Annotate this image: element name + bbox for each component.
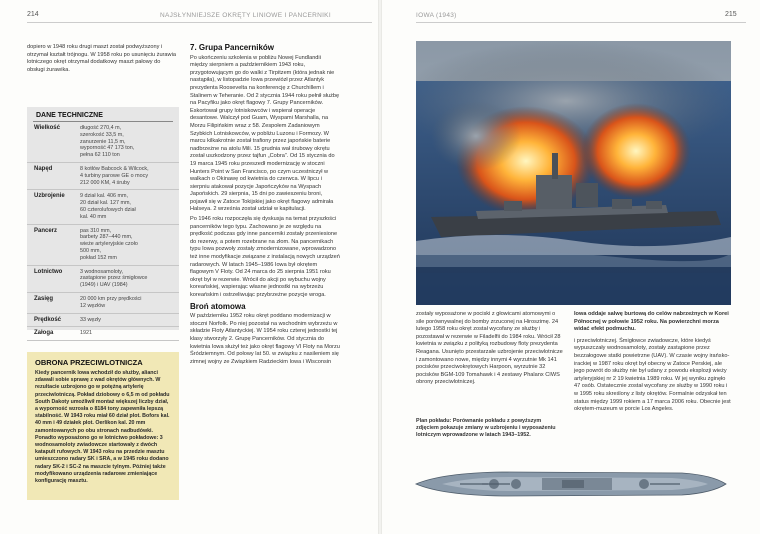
page-number: 214 [27, 11, 39, 18]
air-defense-title: OBRONA PRZECIWLOTNICZA [35, 358, 143, 367]
section-text-atomic: W październiku 1952 roku okręt poddano modernizacji w stoczni Norfolk. Po niej pozostał na wschodnim wybrzeżu w składzie Floty Atlantyckiej. W 1954 roku czterej jednostki tej klasy stworzyły 2. Grupę Pancerników. Od stycznia do kwietnia Iowa służył też jako okręt flagowy VI Floty na Morzu Śródziemnym. Od połowy lat 50. w związku z nasileniem się zimnej wojny ze Związkiem Radzieckim Iowa i Wisconsin [190, 313, 340, 365]
tech-data-box [27, 107, 179, 337]
tech-row-label: Lotnictwo [34, 268, 63, 275]
tech-row-value: 33 węzły [80, 316, 101, 323]
tech-row [27, 266, 179, 293]
battleship-photo-illustration [416, 41, 731, 305]
tech-row-label: Pancerz [34, 227, 58, 234]
tech-row-value: 1921 [80, 330, 92, 337]
right-column-1 [416, 311, 564, 389]
tech-row [27, 225, 179, 266]
tech-row-label: Wielkość [34, 125, 60, 131]
tech-row [27, 190, 179, 224]
deck-plan-illustration [412, 467, 730, 501]
tech-box-title: DANE TECHNICZNE [36, 112, 103, 119]
section-title-atomic: Broń atomowa [190, 301, 246, 311]
section-text-2: Po 1946 roku rozpoczęła się dyskusja na temat przyszłości pancerników tego typu. Zachowano je ze względu na prędkość podczas gdy inne pancerniki zostały przeniesione do rezerwy, a potem rozebrane na złom. Na pancernikach typu Iowa pozwoły zostały zmodernizowane, wprowadzono też inne modyfikacje związane z instalacją nowych urządzeń radarowych. W latach 1945–1986 Iowa był okrętem flagowym V Floty. Od 24 marca do 25 sierpnia 1951 roku okręt był w rezerwie. Wrócił do akcji po wybuchu wojny koreańskiej, wspierając własne jednostki na wybrzeżu koreańskim i ostrzeliwując przybrzeżne pozycje wroga. [190, 216, 340, 298]
running-head: NAJSŁYNNIEJSZE OKRĘTY LINIOWE I PANCERNIKI [160, 12, 331, 19]
section-title: 7. Grupa Pancerników [190, 43, 275, 52]
plan-caption: Plan pokładu: Porównanie pokładu z powyższym zdjęciem pokazuje zmiany w uzbrojeniu i wyposażeniu lotniczym wprowadzone w latach 1943–1952. [416, 418, 556, 438]
tech-row-value: 20 000 km przy prędkości 12 węzłów [80, 295, 142, 309]
tech-row-value: 9 dział kal. 406 mm, 20 dział kal. 127 mm, 60 czterolufowych dział kal. 40 mm [80, 193, 136, 220]
running-head: IOWA (1943) [416, 12, 457, 19]
air-defense-body: Kiedy pancernik Iowa wchodził do służby, alianci zdawali sobie sprawę z wad okrętów głównych. W rezultacie uzbrojono go w potężną artylerię przeciwlotniczą. Pokład dziobowy o 6,5 m od pokładu South Dakoty umożliwił montaż większej liczby dział, a wyporność wzrosła o 8184 tony zapewniła lepszą stabilność. W 1943 roku miał 60 dział plot. Bofors kal. 40 mm i 49 działek plot. Oerlikon kal. 20 mm zamontowanych po obu stronach nadbudówki. Ponadto wyposażono go w lotnictwo pokładowe: 3 wodnosamoloty zwiadowcze startowały z dwóch katapult rufowych. W 1943 roku na przedzie masztu umieszczono radary SK i SRA, a w 1945 roku dodano radary SK-2 i SC-2 na maszcie tylnym. Później także modyfikowano urządzenia radarowe zmieniające konfigurację masztu. [35, 370, 170, 485]
tech-row-value: długość 270,4 m, szerokość 33,5 m, zanurzenie 11,5 m, wyporność 47 173 ton, pełna 62 110 ton [80, 125, 135, 159]
air-defense-box [27, 352, 179, 500]
tech-row [27, 327, 179, 341]
photo-caption: Iowa oddaje salwę burtową do celów nabrzeżnych w Korei Północnej w połowie 1952 roku. Na powierzchni morza widać efekt podmuchu. [574, 311, 729, 333]
tech-row [27, 122, 179, 163]
right-col-1-text: zostały wyposażone w pociski z głowicami atomowymi o sile porównywalnej do bomby zrzuconej na Hiroszimę. 24 lutego 1958 roku okręt został wycofany ze służby i pozostawał w rezerwie w Filadelfii do 1984 roku. Wrócił 28 kwietnia w związku z polityką rozbudowy floty prezydenta Reagana. Usunięto przestarzałe uzbrojenie przeciwlotnicze i zamontowano nowe, między innymi 4 wyrzutnie Mk 141 pocisków przeciwokrętowych Harpoon, wyrzutnie 32 pocisków BGM-109 Tomahawk i 4 zestawy Phalanx CIWS obrony przeciwlotniczej. [416, 311, 563, 386]
tech-row-label: Napęd [34, 165, 53, 172]
tech-row-value: 3 wodnosamoloty, zastąpione przez śmigłowce (1949) i UAV (1984) [80, 268, 148, 289]
battleship-firing-photo [416, 41, 731, 305]
deck-plan-drawing [412, 467, 730, 501]
header-rule [27, 22, 372, 23]
tech-row-label: Prędkość [34, 316, 62, 323]
right-col-2-text: i przeciwlotniczej. Śmigłowce zwiadowcze, które kiedyś wypuszczały wodnosamoloty, zostały zastąpione przez bezzałogowe statki powietrzne (UAV). W czasie wojny irańsko-irackiej w 1987 roku okręt był obecny w Zatoce Perskiej, ale jego powrót do służby nie był udany z powodu eksplozji wieży artyleryjskiej nr 2 19 kwietnia 1989 roku. W jej wyniku zginęło 47 osób. Ostatecznie został wycofany ze służby w 1990 roku i w 1995 roku skreślony z listy okrętów. Formalnie odzyskał ten status między 1999 rokiem a 17 marca 2006 roku. Obecnie jest okrętem-muzeum w porcie Los Angeles. [574, 337, 731, 413]
tech-row-label: Zasięg [34, 295, 54, 302]
left-column-2 [190, 44, 340, 368]
intro-text: dopiero w 1948 roku drugi maszt został podwyższony i otrzymał kształt trójnogu. W 1958 roku po usunięciu żurawia lotniczego okręt otrzymał dodatkowy maszt pałowy do obsługi żurawika. [27, 44, 176, 73]
section-text: Po ukończeniu szkolenia w pobliżu Nowej Fundlandii między sierpniem a październikiem 1943 roku, przygotowującym go do walki z Tirpitzem (która jednak nie nastąpiła), w listopadzie Iowa przewiózł przez Atlantyk prezydenta Roosevelta na konferencję z Churchillem i Stalinem w Teheranie. Od 2 stycznia 1944 roku pełnił służbę na Pacyfiku jako okręt flagowy 7. Grupy Pancerników. Eskortował grupy lotniskowców i wspierał operacje desantowe. Walczył pod Guam, Wyspami Marshalla, na Morzu Filipińskim wraz z 58. Zespołem Zadaniowym Szybkich Lotniskowców, w pobliżu Luzonu i Formozy. W marcu kilkakrotnie został trafiony przez japońskie baterie nadbrzeżne na atolu Mili. 15 grudnia wał śrubowy okrętu został uszkodzony przez tajfun „Cobra”. Od 15 stycznia do 19 marca 1945 roku przeszedł modernizację w stoczni Hunters Point w San Francisco, po czym uczestniczył w walkach o Okinawę od kwietnia do czerwca. W lipcu i sierpniu atakował pozycje Japończyków na Wyspach Japońskich. 29 sierpnia, 15 dni po zawieszeniu broni, pojawił się w Zatoce Tokijskiej jako okręt flagowy admirała Halseya. 2 września został udział w kapitulacji. [190, 54, 340, 213]
tech-rows [27, 122, 179, 341]
header-rule [416, 22, 746, 23]
tech-row-label: Załoga [34, 330, 54, 337]
page-number: 215 [725, 11, 737, 18]
tech-row-label: Uzbrojenie [34, 193, 65, 200]
tech-row [27, 293, 179, 314]
right-column-2 [574, 311, 732, 416]
tech-row-value: 8 kotłów Babcock & Wilcock, 4 turbiny parowe GE o mocy 212 000 KM, 4 śruby [80, 165, 149, 186]
tech-row-value: pas 310 mm, barbety 287–440 mm, wieże artyleryjskie czoło 500 mm, pokład 152 mm [80, 227, 138, 261]
tech-row [27, 163, 179, 190]
tech-row [27, 314, 179, 328]
